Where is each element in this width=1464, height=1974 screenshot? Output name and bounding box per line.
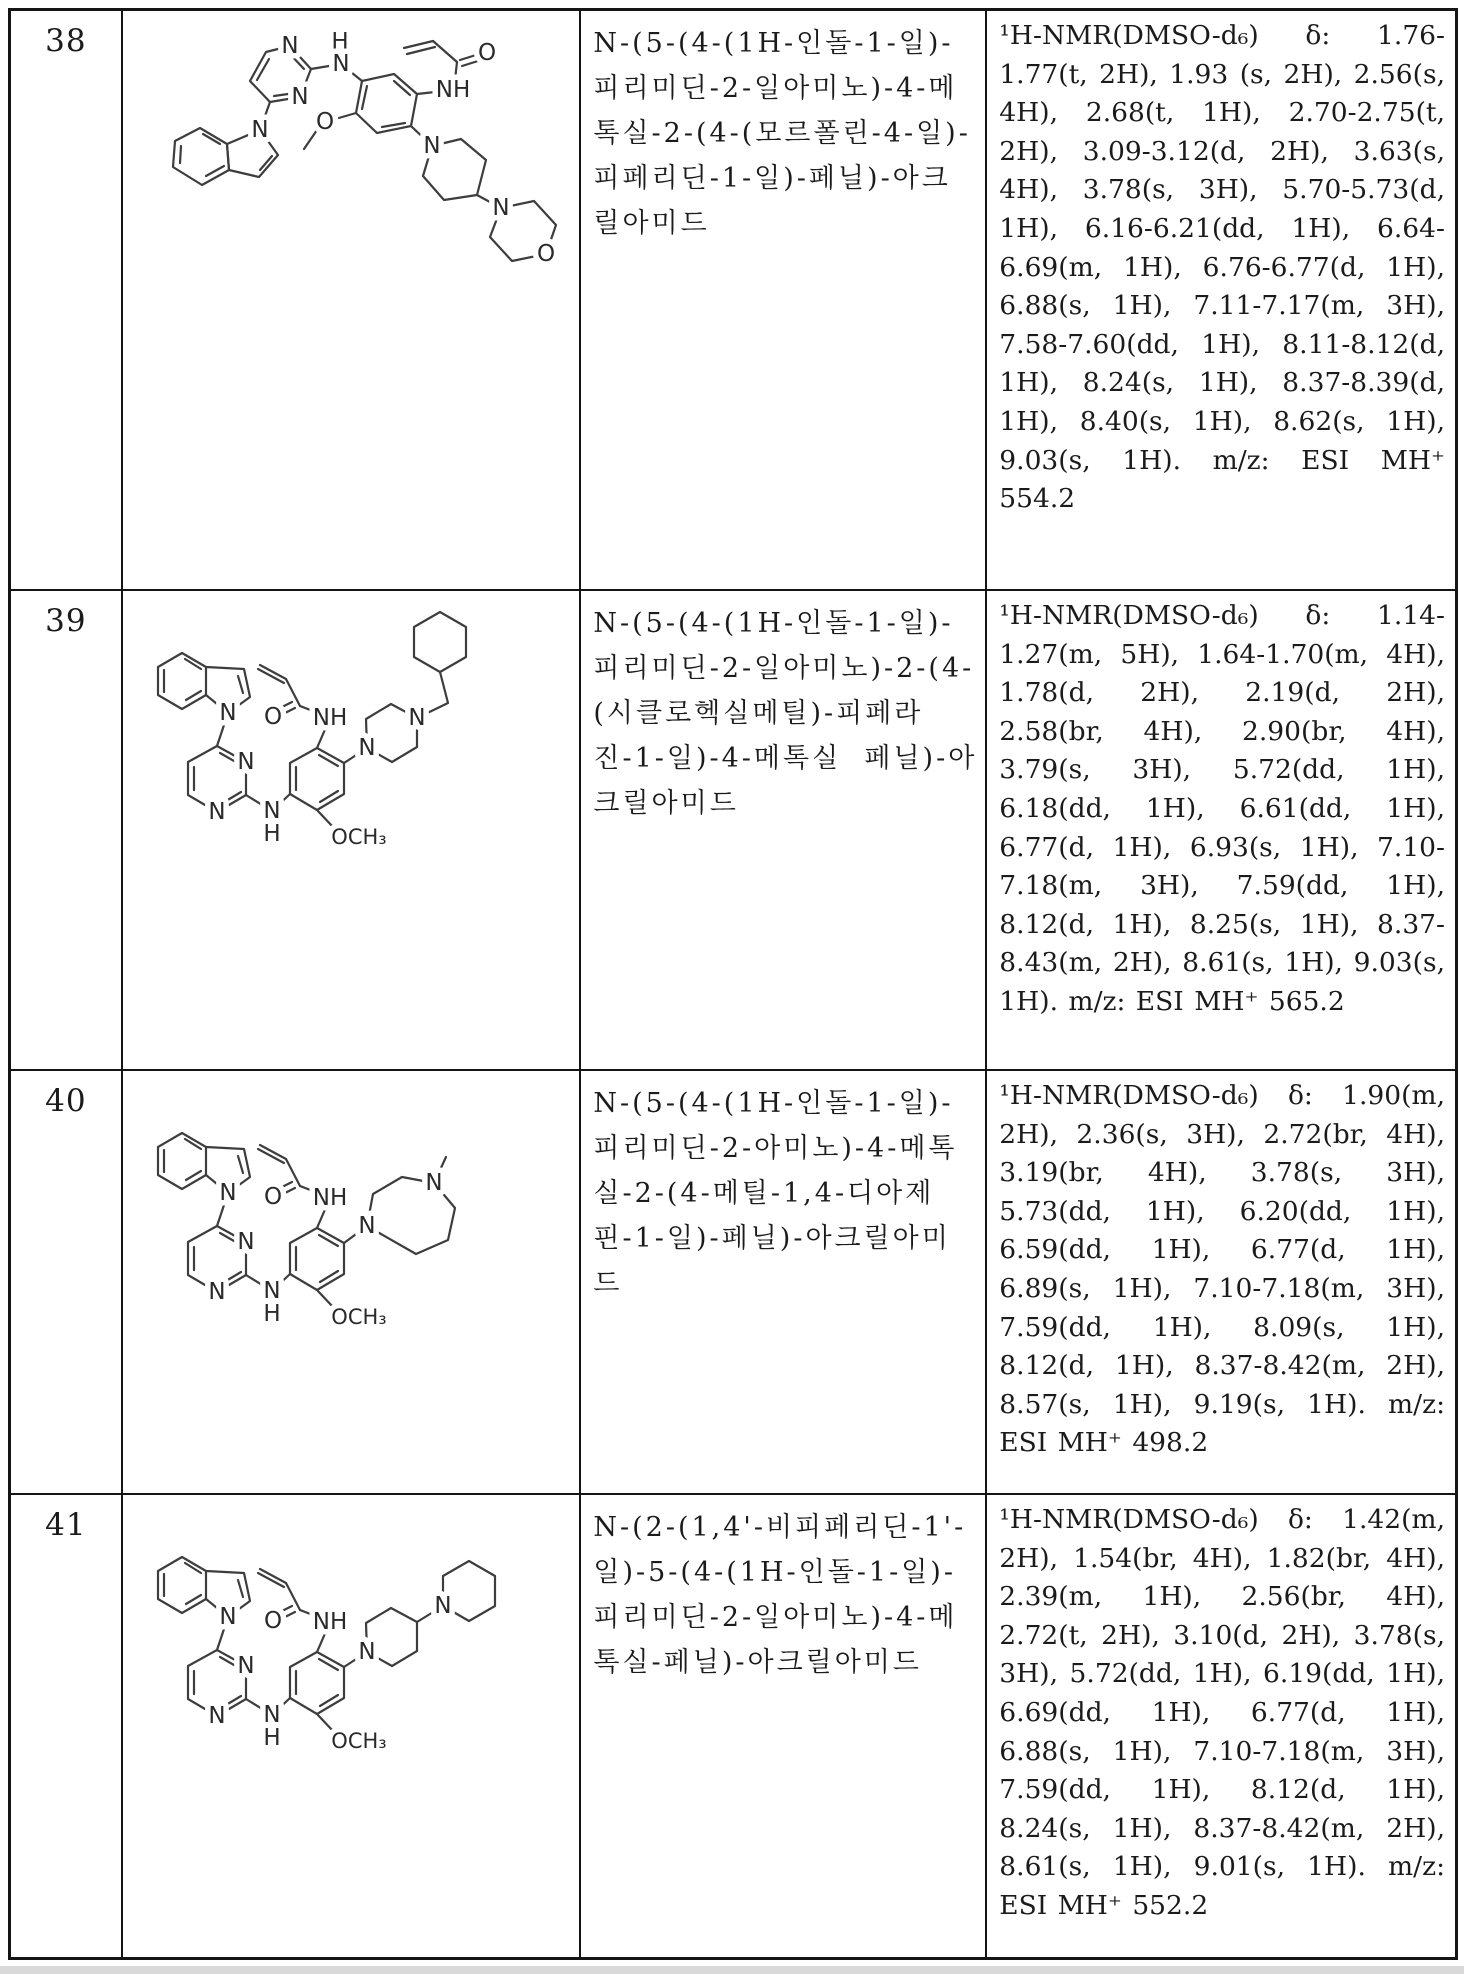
compound-name-cell — [581, 591, 987, 1069]
table-row — [11, 591, 1455, 1071]
atom-label-n: N — [237, 749, 255, 775]
compound-number: 38 — [45, 23, 87, 59]
piperazine-ring — [344, 704, 417, 763]
nmr-data: ¹H-NMR(DMSO-d₆) δ: 1.76-1.77(t, 2H), 1.93 (s, 2H), 2.56(s, 4H), 2.68(t, 1H), 2.70-2.75(t, 2H), 3.09-3.12(d, 2H), 3.63(s, 4H), 3.78(s, 3H), 5.70-5.73(d, 1H), 6.16-6.21(dd, 1H), 6.64-6.69(m, 1H), 6.76-6.77(d, 1H), 6.88(s, 1H), 7.11-7.17(m, 3H), 7.58-7.60(dd, 1H), 8.11-8.12(d, 1H), 8.24(s, 1H), 8.37-8.39(d, 1H), 8.40(s, 1H), 8.62(s, 1H), 9.03(s, 1H). m/z: ESI MH⁺ 554.2 — [999, 20, 1445, 515]
benzene-ring — [356, 74, 417, 133]
atom-label-nh: NH — [312, 1185, 347, 1211]
table-row — [11, 11, 1455, 591]
atom-label-n: N — [237, 1229, 255, 1255]
atom-label-n: N — [237, 1653, 255, 1679]
structure-38-drawing — [140, 13, 576, 589]
atom-label-n: N — [263, 1702, 281, 1728]
atom-label-o: O — [263, 1608, 282, 1634]
atom-label-n: N — [281, 33, 299, 59]
atom-label-n: N — [492, 195, 510, 221]
structure-cell — [123, 1495, 582, 1957]
atom-label-nh: NH — [312, 1609, 347, 1635]
structure-40-drawing — [140, 1073, 576, 1493]
atom-label-och3: OCH₃ — [330, 825, 387, 849]
atom-label-o: O — [477, 40, 496, 66]
atom-label-n: N — [263, 1278, 281, 1304]
compound-name: N-(5-(4-(1H-인돌-1-일)-피리미딘-2-아미노)-4-메톡실-2-(4-메틸-1,4-디아제핀-1-일)-페닐)-아크릴아미드 — [593, 1088, 958, 1299]
benzene-ring — [290, 748, 344, 810]
atom-label-n: N — [425, 1170, 443, 1196]
compound-number: 41 — [45, 1507, 87, 1543]
atom-label-n: N — [423, 133, 441, 159]
atom-label-o: O — [263, 704, 282, 730]
indole-group — [173, 102, 278, 185]
nmr-data-cell — [987, 1071, 1455, 1493]
atom-label-n: N — [434, 1593, 452, 1619]
nmr-data-cell — [987, 1495, 1455, 1957]
compound-number-cell — [11, 11, 123, 589]
atom-label-h: H — [263, 1301, 281, 1327]
atom-label-n: N — [219, 700, 237, 726]
compound-name-cell — [581, 1071, 987, 1493]
compound-number-cell — [11, 1495, 123, 1957]
atom-label-o: O — [263, 1184, 282, 1210]
atom-label-h: H — [263, 1725, 281, 1751]
structure-cell — [123, 1071, 582, 1493]
atom-label-n: N — [219, 1180, 237, 1206]
compound-table — [8, 8, 1458, 1960]
atom-label-n: N — [208, 1279, 226, 1305]
structure-39-drawing — [140, 593, 576, 1069]
structure-41-drawing — [140, 1497, 576, 1951]
compound-number-cell — [11, 1071, 123, 1493]
compound-number: 39 — [45, 603, 87, 639]
atom-label-n: N — [291, 84, 309, 110]
compound-name-cell — [581, 1495, 987, 1957]
compound-number-cell — [11, 591, 123, 1069]
atom-label-n: N — [408, 705, 426, 731]
nmr-data-cell — [987, 591, 1455, 1069]
atom-label-n: N — [251, 117, 269, 143]
compound-name: N-(5-(4-(1H-인돌-1-일)-피리미딘-2-일아미노)-2-(4-(시클로헥실메틸)-피페라진-1-일)-4-메톡실 페닐)-아크릴아미드 — [593, 608, 978, 819]
atom-label-n: N — [208, 1703, 226, 1729]
table-row — [11, 1495, 1455, 1957]
compound-name: N-(5-(4-(1H-인돌-1-일)-피리미딘-2-일아미노)-4-메톡실-2-(4-(모르폴린-4-일)-피페리딘-1-일)-페닐)-아크릴아미드 — [593, 28, 971, 239]
atom-label-n: N — [332, 51, 350, 77]
benzene-ring — [290, 1228, 344, 1290]
cyclohexylmethyl-group — [414, 612, 466, 718]
compound-name: N-(2-(1,4'-비피페리딘-1'-일)-5-(4-(1H-인돌-1-일)-피리미딘-2-일아미노)-4-메톡실-페닐)-아크릴아미드 — [593, 1512, 967, 1678]
nmr-data-cell — [987, 11, 1455, 589]
compound-number: 40 — [45, 1083, 87, 1119]
atom-label-nh: NH — [312, 705, 347, 731]
nmr-data: ¹H-NMR(DMSO-d₆) δ: 1.14-1.27(m, 5H), 1.64-1.70(m, 4H), 1.78(d, 2H), 2.19(d, 2H), 2.58(br, 4H), 2.90(br, 4H), 3.79(s, 3H), 5.72(dd, 1H), 6.18(dd, 1H), 6.61(dd, 1H), 6.77(d, 1H), 6.93(s, 1H), 7.10-7.18(m, 3H), 7.59(dd, 1H), 8.12(d, 1H), 8.25(s, 1H), 8.37-8.43(m, 2H), 8.61(s, 1H), 9.03(s, 1H). m/z: ESI MH⁺ 565.2 — [999, 600, 1445, 1017]
table-row — [11, 1071, 1455, 1495]
atom-label-n: N — [219, 1604, 237, 1630]
atom-label-o: O — [315, 109, 334, 135]
piperidine-ring — [411, 126, 486, 200]
atom-label-n: N — [358, 735, 376, 761]
atom-label-och3: OCH₃ — [330, 1729, 387, 1753]
atom-label-och3: OCH₃ — [330, 1305, 387, 1329]
nmr-data: ¹H-NMR(DMSO-d₆) δ: 1.42(m, 2H), 1.54(br, 4H), 1.82(br, 4H), 2.39(m, 1H), 2.56(br, 4H), 2.72(t, 2H), 3.10(d, 2H), 3.78(s, 3H), 5.72(dd, 1H), 6.19(dd, 1H), 6.69(dd, 1H), 6.77(d, 1H), 6.88(s, 1H), 7.10-7.18(m, 3H), 7.59(dd, 1H), 8.12(d, 1H), 8.24(s, 1H), 8.37-8.42(m, 2H), 8.61(s, 1H), 9.01(s, 1H). m/z: ESI MH⁺ 552.2 — [999, 1504, 1445, 1921]
atom-label-n: N — [358, 1639, 376, 1665]
structure-cell — [123, 591, 582, 1069]
compound-name-cell — [581, 11, 987, 589]
atom-label-o: O — [536, 241, 555, 267]
atom-label-h: H — [263, 821, 281, 847]
next-page-edge — [0, 1966, 1464, 1974]
atom-label-n: N — [358, 1213, 376, 1239]
structure-cell — [123, 11, 582, 589]
benzene-ring — [290, 1652, 344, 1714]
nmr-data: ¹H-NMR(DMSO-d₆) δ: 1.90(m, 2H), 2.36(s, 3H), 2.72(br, 4H), 3.19(br, 4H), 3.78(s, 3H), 5.73(dd, 1H), 6.20(dd, 1H), 6.59(dd, 1H), 6.77(d, 1H), 6.89(s, 1H), 7.10-7.18(m, 3H), 7.59(dd, 1H), 8.09(s, 1H), 8.12(d, 1H), 8.37-8.42(m, 2H), 8.57(s, 1H), 9.19(s, 1H). m/z: ESI MH⁺ 498.2 — [999, 1080, 1445, 1459]
atom-label-n: N — [263, 798, 281, 824]
atom-label-nh: NH — [435, 77, 470, 103]
atom-label-h: H — [331, 29, 349, 55]
atom-label-n: N — [208, 799, 226, 825]
